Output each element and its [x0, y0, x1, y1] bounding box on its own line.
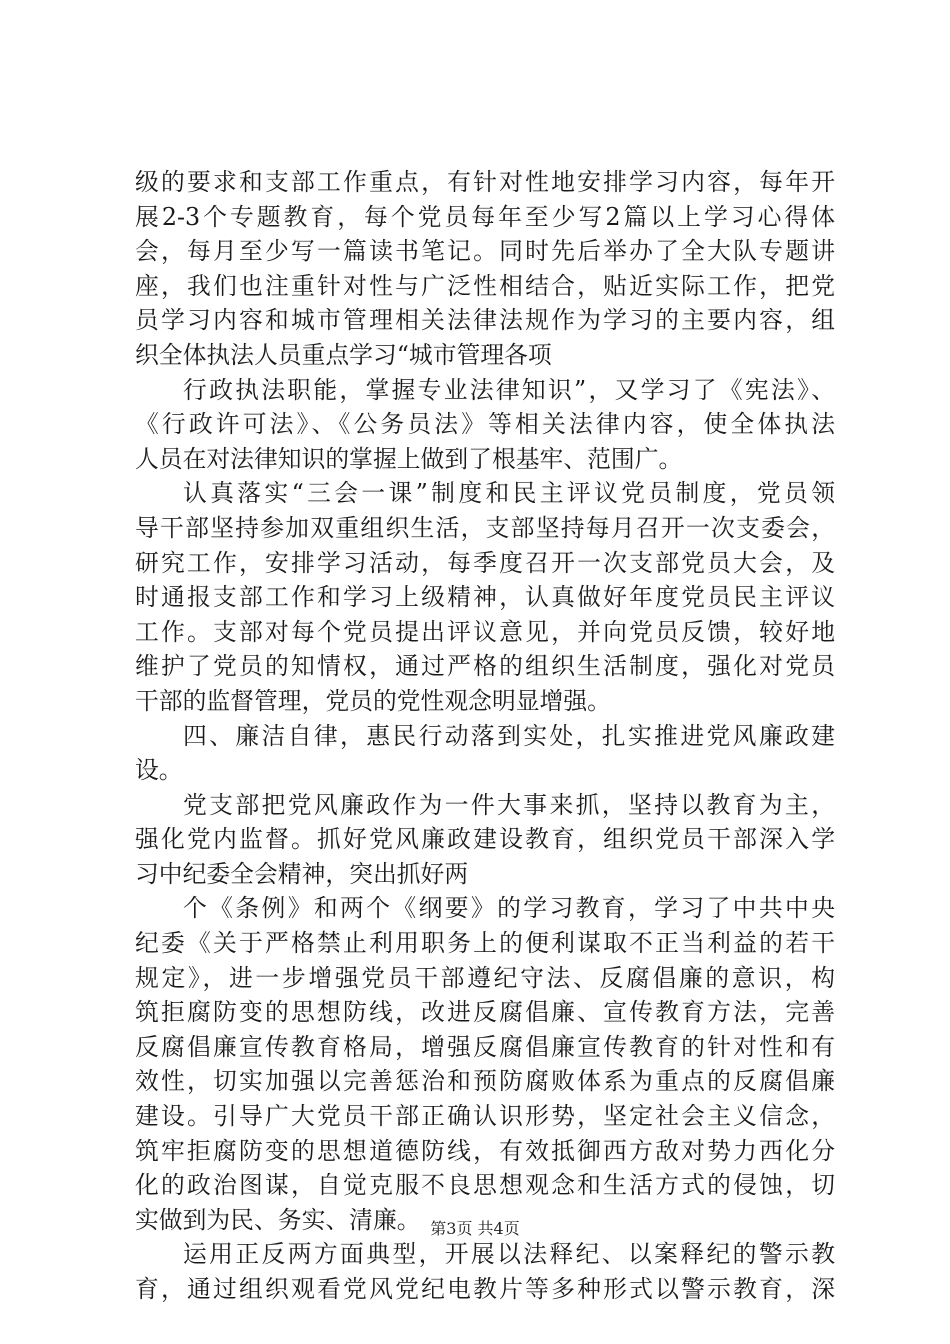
text-line: 维护了党员的知情权，通过严格的组织生活制度，强化对党员 — [135, 652, 835, 681]
text-line: 人员在对法律知识的掌握上做到了根基牢、范围广。 — [135, 444, 683, 473]
text-line: 认真落实“三会一课”制度和民主评议党员制度，党员领 — [183, 479, 835, 508]
text-line: 《行政许可法》、《公务员法》等相关法律内容，使全体执法 — [135, 410, 835, 439]
text-line: 四、廉洁自律，惠民行动落到实处，扎实推进党风廉政建 — [183, 721, 835, 750]
text-line: 筑拒腐防变的思想防线，改进反腐倡廉、宣传教育方法，完善 — [135, 998, 835, 1027]
text-line: 筑牢拒腐防变的思想道德防线，有效抵御西方敌对势力西化分 — [135, 1136, 835, 1165]
text-line: 个《条例》和两个《纲要》的学习教育，学习了中共中央 — [183, 894, 835, 923]
text-line: 纪委《关于严格禁止利用职务上的便利谋取不正当利益的若干 — [135, 929, 835, 958]
text-line: 育，通过组织观看党风党纪电教片等多种形式以警示教育，深 — [135, 1275, 835, 1303]
text-line: 员学习内容和城市管理相关法律法规作为学习的主要内容，组 — [135, 306, 835, 335]
text-line: 织全体执法人员重点学习“城市管理各项 — [135, 340, 552, 369]
text-line: 实做到为民、务实、清廉。 — [135, 1205, 421, 1234]
text-line: 座，我们也注重针对性与广泛性相结合，贴近实际工作，把党 — [135, 271, 835, 300]
text-line: 展2-3个专题教育，每个党员每年至少写2篇以上学习心得体 — [135, 202, 835, 231]
document-body — [135, 165, 835, 1307]
text-line: 效性，切实加强以完善惩治和预防腐败体系为重点的反腐倡廉 — [135, 1067, 835, 1096]
text-line: 反腐倡廉宣传教育格局，增强反腐倡廉宣传教育的针对性和有 — [135, 1032, 835, 1061]
text-line: 行政执法职能，掌握专业法律知识”，又学习了《宪法》、 — [183, 375, 835, 404]
text-line: 习中纪委全会精神，突出抓好两 — [135, 859, 469, 888]
text-line: 运用正反两方面典型，开展以法释纪、以案释纪的警示教 — [183, 1240, 835, 1269]
text-line: 级的要求和支部工作重点，有针对性地安排学习内容，每年开 — [135, 168, 835, 196]
text-line: 党支部把党风廉政作为一件大事来抓，坚持以教育为主， — [183, 790, 835, 819]
text-line: 研究工作，安排学习活动，每季度召开一次支部党员大会，及 — [135, 548, 835, 577]
text-line: 设。 — [135, 756, 183, 785]
text-line: 导干部坚持参加双重组织生活，支部坚持每月召开一次支委会， — [135, 513, 835, 542]
text-line: 工作。支部对每个党员提出评议意见，并向党员反馈，较好地 — [135, 617, 835, 646]
text-line: 化的政治图谋，自觉克服不良思想观念和生活方式的侵蚀，切 — [135, 1171, 835, 1200]
page-footer: 第3页 共4页 — [430, 1219, 520, 1238]
text-line: 强化党内监督。抓好党风廉政建设教育，组织党员干部深入学 — [135, 825, 835, 854]
text-line: 会，每月至少写一篇读书笔记。同时先后举办了全大队专题讲 — [135, 237, 835, 266]
text-line: 时通报支部工作和学习上级精神，认真做好年度党员民主评议 — [135, 583, 835, 612]
text-line: 规定》，进一步增强党员干部遵纪守法、反腐倡廉的意识，构 — [135, 963, 835, 992]
text-line: 干部的监督管理，党员的党性观念明显增强。 — [135, 686, 611, 715]
text-line: 建设。引导广大党员干部正确认识形势，坚定社会主义信念， — [135, 1102, 835, 1131]
